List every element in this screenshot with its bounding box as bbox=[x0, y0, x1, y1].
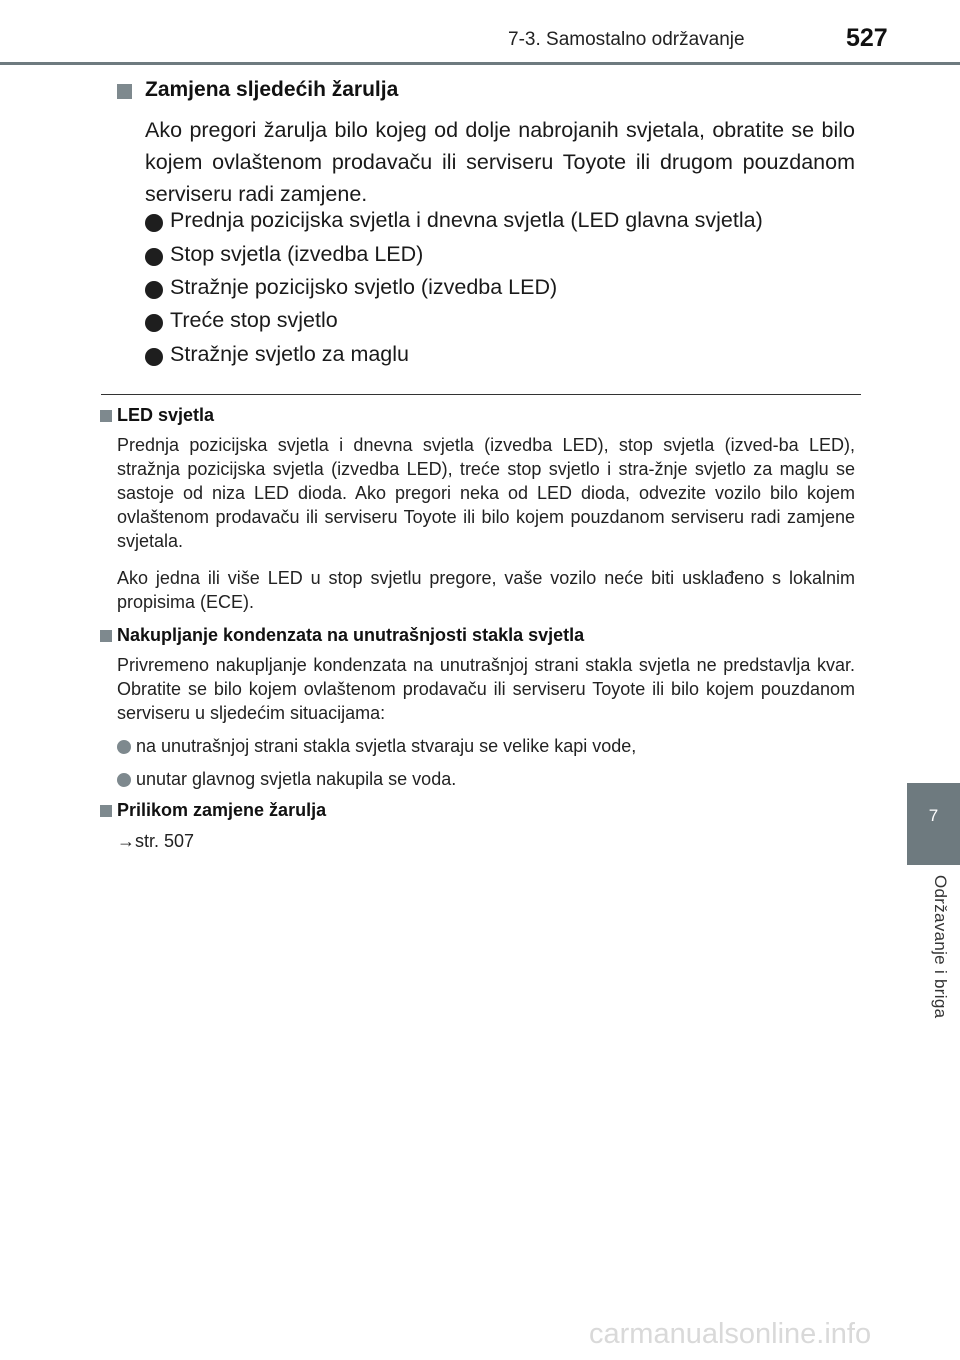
main-bullet: Treće stop svjetlo bbox=[170, 308, 338, 332]
square-bullet-icon bbox=[100, 410, 112, 422]
bullet-dot-icon bbox=[117, 740, 131, 754]
bullet-dot-icon bbox=[145, 348, 163, 366]
square-bullet-icon bbox=[100, 805, 112, 817]
bullet-dot-icon bbox=[117, 773, 131, 787]
note-paragraph: Prednja pozicijska svjetla i dnevna svjetla (izvedba LED), stop svjetla (izved-ba LED), stražnja pozicijska svjetla (izvedba LED), treće stop svjetlo i stra-žnje svjetlo za maglu se sastoje od niza LED dioda. Ako pregori neka od LED dioda, odvezite vozilo bilo kojem ovlaštenom prodavaču ili serviseru Toyote ili bilo kojem pouzdanom serviseru radi zamjene svjetala. bbox=[117, 435, 855, 551]
square-bullet-icon bbox=[117, 84, 132, 99]
main-bullet: Stražnje pozicijsko svjetlo (izvedba LED) bbox=[170, 275, 558, 299]
note-paragraph: Privremeno nakupljanje kondenzata na unutrašnjoj strani stakla svjetla ne predstavlja kvar. Obratite se bilo kojem ovlaštenom prodavaču ili serviseru Toyote ili bilo kojem pouzdanom serviseru u sljedećim situacijama: bbox=[117, 655, 855, 723]
bullet-dot-icon bbox=[145, 281, 163, 299]
note-heading-condensation: Nakupljanje kondenzata na unutrašnjosti stakla svjetla bbox=[117, 625, 585, 645]
main-bullet: Stop svjetla (izvedba LED) bbox=[170, 242, 424, 266]
bullet-dot-icon bbox=[145, 214, 163, 232]
main-bullet: Prednja pozicijska svjetla i dnevna svjetla (LED glavna svjetla) bbox=[170, 208, 763, 232]
bullet-dot-icon bbox=[145, 314, 163, 332]
header-rule bbox=[0, 62, 960, 65]
square-bullet-icon bbox=[100, 630, 112, 642]
main-bullet: Stražnje svjetlo za maglu bbox=[170, 342, 409, 366]
chapter-tab[interactable]: 7 bbox=[907, 783, 960, 865]
section-title: 7-3. Samostalno održavanje bbox=[508, 29, 745, 50]
note-heading-led: LED svjetla bbox=[117, 405, 215, 425]
chapter-tab-label: Održavanje i briga bbox=[931, 875, 950, 1019]
main-intro: Ako pregori žarulja bilo kojeg od dolje nabrojanih svjetala, obratite se bilo kojem ovlaštenom prodavaču ili serviseru Toyote ili drugom pouzdanom serviseru radi zamjene. bbox=[145, 118, 855, 206]
page-reference-link[interactable]: →str. 507 bbox=[117, 831, 195, 851]
page-number: 527 bbox=[846, 24, 888, 52]
note-heading-replacement: Prilikom zamjene žarulja bbox=[117, 800, 327, 820]
note-bullet: na unutrašnjoj strani stakla svjetla stvaraju se velike kapi vode, bbox=[136, 736, 637, 756]
bullet-dot-icon bbox=[145, 248, 163, 266]
note-bullet: unutar glavnog svjetla nakupila se voda. bbox=[136, 769, 457, 789]
section-divider bbox=[101, 394, 861, 395]
watermark: carmanualsonline.info bbox=[589, 1318, 872, 1350]
main-heading: Zamjena sljedećih žarulja bbox=[145, 78, 399, 101]
note-paragraph: Ako jedna ili više LED u stop svjetlu pregore, vaše vozilo neće biti usklađeno s lokalnim propisima (ECE). bbox=[117, 568, 855, 612]
